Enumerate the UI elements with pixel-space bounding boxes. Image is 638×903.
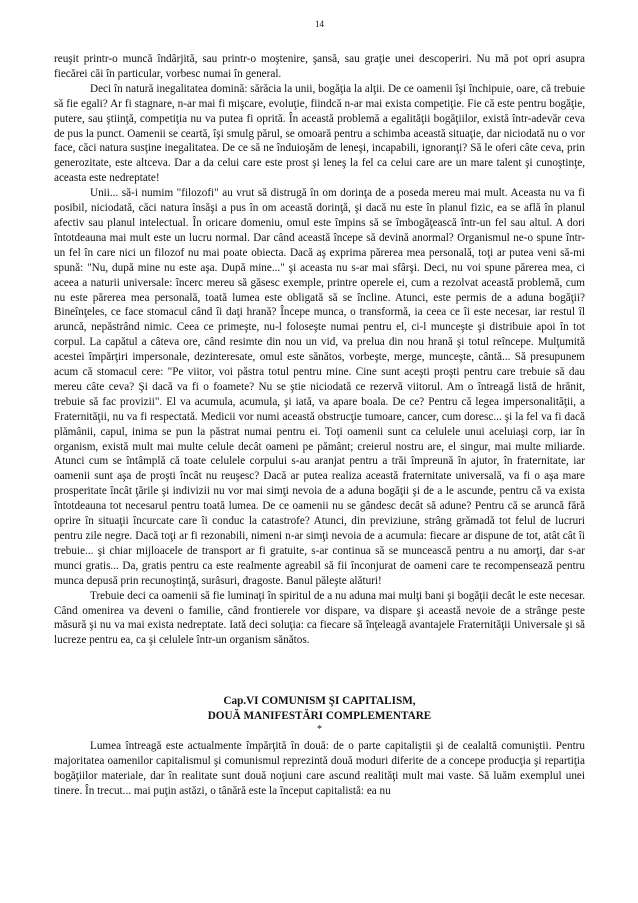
paragraph-conclusion: Trebuie deci ca oamenii să fie luminaţi în spiritul de a nu aduna mai mulţi bani şi bogăţii decât le este necesar. Când omenirea va deveni o familie, când frontierele vor dispare, va dispare şi această nevoie de a strânge peste măsură şi nu va mai exista nedreptate. Iată deci soluţia: ca fiecare să înţeleagă avantajele Fraternităţii Universale şi să lucreze pentru ea, ca şi celulele într-un organism sănătos. <box>54 589 585 647</box>
paragraph-continuation: reuşit printr-o muncă îndârjită, sau printr-o moştenire, şansă, sau graţie unei descoperiri. Nu mă pot opri asupra fiecărei căi în particular, vorbesc numai în general. <box>54 53 585 80</box>
chapter-title-block <box>54 694 585 735</box>
chapter-separator: * <box>317 724 322 736</box>
chapter-heading: Cap.VI COMUNISM ŞI CAPITALISM, <box>223 695 416 708</box>
paragraph-inequality: Deci în natură inegalitatea domină: sărăcia la unii, bogăţia la alţii. De ce oamenii îşi închipuie, oare, că trebuie să fie egali? Ar fi stagnare, n-ar mai fi mişcare, evoluţie, fiindcă n-ar mai exista competiţie. Fie că este pentru bogăţie, putere, sau ştiinţă, competiţia nu va putea fi oprită. În această problemă a egalităţii bogăţiilor, există într-adevăr ceva de pus la punct. Oamenii se ceartă, îşi smulg părul, se omoară pentru a schimba această situaţie, dar niciodată nu o vor face, căci natura susţine inegalitatea. De ce să ne înduioşăm de leneşi, incapabili, ignoranţi? Să le oferi câte ceva, prin generozitate, este altceva. Dar a da celui care este prost şi leneş la fel ca celui care are un mare talent şi cunoştinţe, aceasta este nedreptate! <box>54 82 585 185</box>
chapter-subheading: DOUĂ MANIFESTĂRI COMPLEMENTARE <box>207 710 432 723</box>
document-page <box>54 18 585 799</box>
paragraph-philosophers: Unii... să-i numim "filozofi" au vrut să distrugă în om dorinţa de a poseda mereu mai mult. Aceasta nu va fi posibil, niciodată, căci natura însăşi a pus în om această dorinţă, şi dacă nu este în planul fizic, ea se află în planul afectiv sau planul intelectual. În oricare domeniu, omul este împins să se îmbogăţească într-un fel sau altul. A dori întotdeauna mai mult este un lucru normal. Dar când această începe să devină anormal? Organismul ne-o spune într-un fel în care nici un filozof nu mai poate obiecta. Dacă aş exprima părerea mea personală, toţi ar putea veni să-mi spună: "Nu, după mine nu este aşa. După mine..." şi aceasta nu s-ar mai sfârşi. Deci, nu voi spune părerea mea, ci aceea a naturii universale: încerc mereu să găsesc exemple, printre operele ei, cum a rezolvat această problemă, cum nu este părerea mea personală, toată lumea este obligată să se încline. Atunci, este permis de a aduna bogăţii? Bineînţeles, ce face stomacul când îi daţi hrană? Începe munca, o transformă, ia ceea ce îi este necesar, iar restul îl aruncă, nepăstrând nimic. Ceea ce primeşte, nu-l foloseşte numai pentru el, ci-l munceşte şi distribuie apoi în tot corpul. La capătul a câteva ore, când resimte din nou un vid, va prelua din nou hrană şi totul reîncepe. Mulţumită acestei împărţiri impersonale, dezinteresate, omul este sănătos, vorbeşte, merge, munceşte, cântă... Să presupunem acum că stomacul cere: "Pe viitor, voi păstra totul pentru mine. Cine sunt aceşti proşti pentru care trebuie să dau mereu câte ceva? Şi dacă va fi o foamete? Nu se ştie niciodată ce rezervă viitorul. Am o întreagă listă de hrănit, trebuie să fac provizii". El va acumula, acumula, şi iată, va apare boala. De ce? Pentru că legea impersonalităţii, a Fraternităţii, nu va fi respectată. Medicii vor numi această obstrucţie tumoare, cancer, cum doresc... şi la fel va fi dacă plămânii, capul, inima se pun la păstrat numai pentru ei. Toţi oamenii sunt ca celulele unui aceluiaşi corp, iar în organism, există mult mai multe celule decât oameni pe pământ; creierul nostru are, el singur, mai multe miliarde. Atunci cum se întâmplă că toate celulele corpului s-au aranjat pentru a trăi împreună în ajutor, în fraternitate, iar oamenii sunt aşa de proşti încât nu reuşesc? Dacă ar putea realiza această fraternitate universală, va fi o aşa mare prosperitate încât ţările şi indivizii nu vor mai simţi nevoia de a aduna bogăţii şi de a le ascunde, pentru că va exista întotdeauna tot necesarul pentru toată lumea. De ce oamenii nu se gândesc decât să adune? Pentru că se aruncă fără oprire în situaţii încurcate care îi conduc la catastrofe? Atunci, din previziune, strâng grămadă tot felul de lucruri pentru zile negre. Dacă toţi ar fi rezonabili, nimeni n-ar simţi nevoia de a acumula: fiecare ar dispune de tot, atât cât îi trebuie... şi chiar mijloacele de transport ar fi gratuite, s-ar continua să se muncească pentru a nu amorţi, dar s-ar munci gratis... Da, gratis pentru ca este realmente agreabil să fii înconjurat de oameni care te recompensează pentru munca depusă prin recunoştinţă, surâsuri, dragoste. Banul păleşte alături! <box>54 187 585 587</box>
chapter-paragraph: Lumea întreagă este actualmente împărţită în două: de o parte capitaliştii şi de cealaltă comuniştii. Pentru majoritatea oamenilor capitalismul şi comunismul reprezintă două moduri diferite de a concepe producţia şi repartiţia bogăţiilor materiale, dar în realitate sunt două noţiuni care ascund realităţi mult mai vaste. Să luăm exemplul unei tinere. În trecut... mai puţin astăzi, o tânără este la început capitalistă: ea nu <box>54 740 585 797</box>
body-text <box>54 52 585 648</box>
chapter-body <box>54 739 585 799</box>
page-number: 14 <box>315 19 324 29</box>
section-gap <box>54 648 585 694</box>
